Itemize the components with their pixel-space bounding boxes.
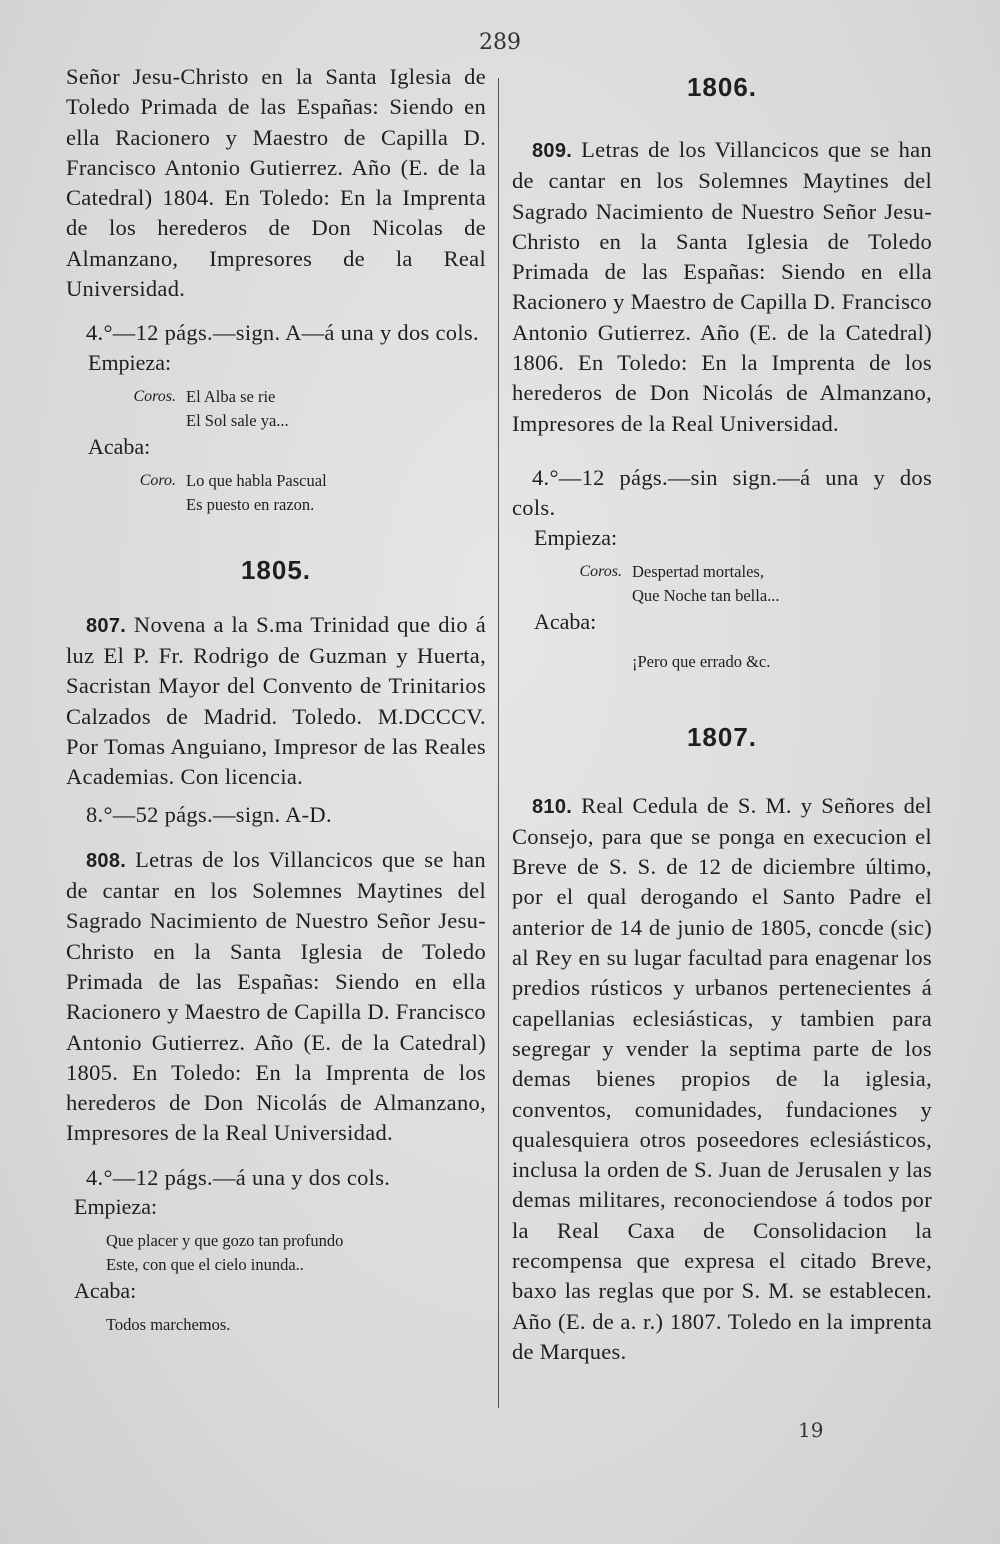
entry-text: Letras de los Villancicos que se han de cantar en los Solemnes Maytines del Sagrado Nacimiento de Nuestro Señor Jesu-Christo en la Santa Iglesia de Toledo Primada de las Españas: Siendo en ella Racionero y Maestro de Capilla D. Francisco Antonio Gutierrez. Año (E. de la Catedral) 1806. En Toledo: En la Imprenta de los herederos de Don Nicolás de Almanzano, Impresores de la Real Universidad. (512, 137, 932, 436)
year-heading-1807: 1807. (686, 721, 758, 752)
column-divider (498, 78, 499, 1408)
year-heading-1805: 1805. (240, 554, 312, 585)
continuation-acaba-label: Acaba: (88, 433, 151, 459)
entry-807-format: 8.°—52 págs.—sign. A-D. (86, 802, 332, 828)
quote-line: Que placer y que gozo tan profundo (106, 1231, 344, 1251)
entry-810 (512, 791, 932, 1368)
entry-809-acaba-quote (512, 650, 932, 674)
left-column (66, 62, 486, 1337)
right-column (512, 62, 932, 1367)
quote-line: Es puesto en razon. (186, 494, 315, 514)
quote-tag-spacer (512, 650, 632, 674)
continuation-acaba-quote (66, 469, 486, 517)
quote-line: Lo que habla Pascual (186, 470, 327, 490)
quote-line: El Alba se rie (186, 386, 276, 406)
page-number-bottom: 19 (798, 1418, 824, 1442)
entry-number: 807. (86, 614, 127, 637)
continuation-empieza-quote (66, 385, 486, 433)
entry-809 (512, 135, 932, 439)
quote-tag: Coros. (133, 387, 176, 405)
quote-tag: Coro. (139, 471, 176, 489)
quote-line: Este, con que el cielo inunda.. (106, 1255, 304, 1275)
continuation-text: Señor Jesu-Christo en la Santa Iglesia de Toledo Primada de las Españas: Siendo en ella Racionero y Maestro de Capilla D. Francisco Antonio Gutierrez. Año (E. de la Catedral) 1804. En Toledo: En la Imprenta de los herederos de Don Nicolas de Almanzano, Impresores de la Real Universidad. (66, 64, 486, 302)
entry-809-format: 4.°—12 págs.—sin sign.—á una y dos cols. (512, 464, 932, 521)
quote-line: El Sol sale ya... (186, 410, 289, 430)
entry-number: 808. (86, 849, 127, 872)
entry-808 (66, 845, 486, 1149)
entry-809-empieza-label: Empieza: (534, 524, 618, 550)
entry-number: 810. (532, 795, 573, 818)
entry-808-empieza-label: Empieza: (74, 1194, 158, 1220)
entry-text: Letras de los Villancicos que se han de cantar en los Solemnes Maytines del Sagrado Nacimiento de Nuestro Señor Jesu-Christo en la Santa Iglesia de Toledo Primada de las Españas: Siendo en ella Racionero y Maestro de Capilla D. Francisco Antonio Gutierrez. Año (E. de la Catedral) 1805. En Toledo: En la Imprenta de los herederos de Don Nicolás de Almanzano, Impresores de la Real Universidad. (66, 846, 486, 1146)
entry-808-acaba-label: Acaba: (74, 1278, 137, 1304)
entry-text: Real Cedula de S. M. y Señores del Consejo, para que se ponga en execucion el Breve de S. S. de 12 de diciembre último, por el qual derogando el Santo Padre el anterior de 14 de junio de 1805, concde (sic) al Rey en su lugar facultad para enagenar los predios rústicos y urbanos pertenecientes á capellanias eclesiásticas, y tambien para segregar y vender la septima parte de los demas bienes propios de la iglesia, conventos, comunidades, fundaciones y qualesquiera otros poseedores eclesiásticos, inclusa la orden de S. Juan de Jerusalen y las demas militares, reconociendose á todos por la Real Caxa de Consolidacion la recompensa que expresa el citado Breve, baxo las reglas que por S. M. se establecen. Año (E. de a. r.) 1807. Toledo en la imprenta de Marques. (512, 792, 932, 1364)
entry-807 (66, 610, 486, 793)
quote-tag: Coros. (579, 562, 622, 580)
quote-line: Todos marchemos. (106, 1315, 231, 1335)
entry-809-empieza-quote (512, 560, 932, 608)
continuation-empieza-label: Empieza: (88, 349, 172, 375)
quote-line: ¡Pero que errado &c. (632, 651, 771, 671)
year-heading-1806: 1806. (686, 72, 758, 102)
entry-809-acaba-label: Acaba: (534, 608, 597, 634)
entry-number: 809. (532, 140, 573, 162)
continuation-format: 4.°—12 págs.—sign. A—á una y dos cols. (86, 320, 479, 346)
entry-text: Novena a la S.ma Trinidad que dio á luz El P. Fr. Rodrigo de Guzman y Huerta, Sacristan Mayor del Convento de Trinitarios Calzados de Madrid. Toledo. M.DCCCV. Por Tomas Anguiano, Impresor de las Reales Academias. Con licencia. (66, 611, 486, 790)
entry-808-format: 4.°—12 págs.—á una y dos cols. (86, 1164, 391, 1190)
page-number-top: 289 (479, 30, 521, 55)
quote-line: Que Noche tan bella... (632, 585, 780, 605)
quote-line: Despertad mortales, (632, 561, 764, 581)
